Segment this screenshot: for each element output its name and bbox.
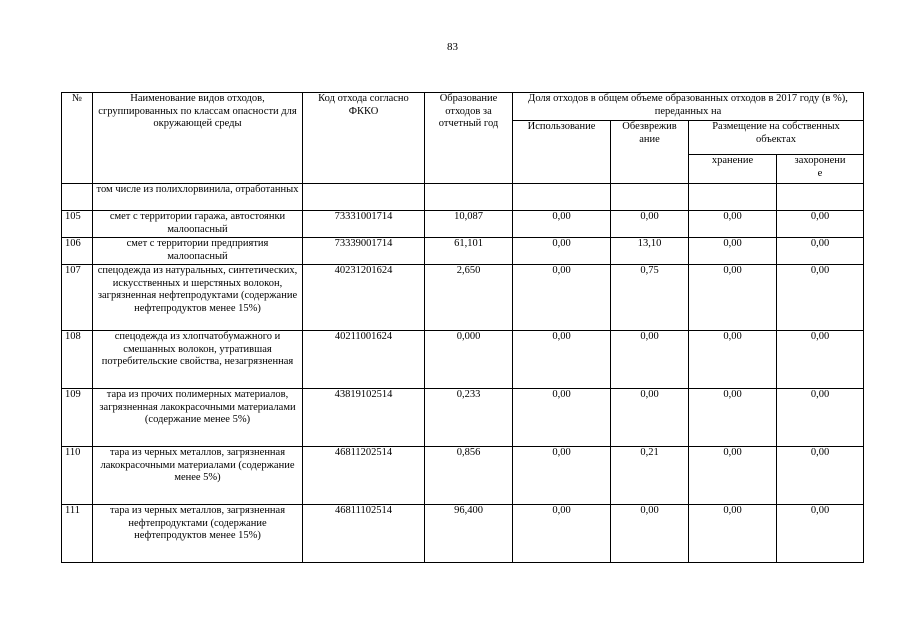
header-placement: Размещение на собственных объектах (689, 121, 864, 155)
generated-amount: 61,101 (425, 238, 513, 265)
burial-share: 0,00 (777, 447, 864, 505)
fkko-code: 43819102514 (303, 389, 425, 447)
waste-name: тара из черных металлов, загрязненная лакокрасочными материалами (содержание менее 5%) (93, 447, 303, 505)
header-burial: захоронени е (777, 155, 864, 184)
neutralization-share: 0,00 (611, 505, 689, 563)
burial-share (777, 184, 864, 211)
generated-amount: 10,087 (425, 211, 513, 238)
row-number: 106 (62, 238, 93, 265)
usage-share (513, 184, 611, 211)
neutralization-share (611, 184, 689, 211)
table-row (62, 331, 864, 389)
burial-share: 0,00 (777, 505, 864, 563)
waste-name: смет с территории предприятия малоопасный (93, 238, 303, 265)
usage-share: 0,00 (513, 238, 611, 265)
waste-name: смет с территории гаража, автостоянки малоопасный (93, 211, 303, 238)
header-name: Наименование видов отходов, сгруппированных по классам опасности для окружающей среды (93, 93, 303, 184)
generated-amount: 0,000 (425, 331, 513, 389)
burial-share: 0,00 (777, 211, 864, 238)
generated-amount: 96,400 (425, 505, 513, 563)
table-row (62, 389, 864, 447)
waste-name: спецодежда из хлопчатобумажного и смешанных волокон, утратившая потребительские свойства, незагрязненная (93, 331, 303, 389)
generated-amount: 0,233 (425, 389, 513, 447)
waste-name: тара из прочих полимерных материалов, загрязненная лакокрасочными материалами (содержание менее 5%) (93, 389, 303, 447)
header-no: № (62, 93, 93, 184)
header-share: Доля отходов в общем объеме образованных отходов в 2017 году (в %), переданных на (513, 93, 864, 121)
burial-share: 0,00 (777, 238, 864, 265)
fkko-code: 46811202514 (303, 447, 425, 505)
table-row (62, 505, 864, 563)
row-number: 109 (62, 389, 93, 447)
neutralization-share: 0,21 (611, 447, 689, 505)
page-number: 83 (447, 41, 458, 53)
neutralization-share: 0,00 (611, 211, 689, 238)
storage-share (689, 184, 777, 211)
usage-share: 0,00 (513, 331, 611, 389)
storage-share: 0,00 (689, 331, 777, 389)
row-number: 110 (62, 447, 93, 505)
table-row (62, 184, 864, 211)
table-row (62, 211, 864, 238)
fkko-code: 40211001624 (303, 331, 425, 389)
fkko-code: 73331001714 (303, 211, 425, 238)
neutralization-share: 0,00 (611, 331, 689, 389)
storage-share: 0,00 (689, 265, 777, 331)
header-generated: Образование отходов за отчетный год (425, 93, 513, 184)
header-usage: Использование (513, 121, 611, 184)
header-code: Код отхода согласно ФККО (303, 93, 425, 184)
waste-table (61, 92, 864, 563)
burial-share: 0,00 (777, 331, 864, 389)
neutralization-share: 0,75 (611, 265, 689, 331)
storage-share: 0,00 (689, 238, 777, 265)
burial-share: 0,00 (777, 265, 864, 331)
storage-share: 0,00 (689, 389, 777, 447)
table-row (62, 238, 864, 265)
generated-amount (425, 184, 513, 211)
table-row (62, 265, 864, 331)
row-number: 105 (62, 211, 93, 238)
storage-share: 0,00 (689, 505, 777, 563)
waste-name: спецодежда из натуральных, синтетических, искусственных и шерстяных волокон, загрязненная нефтепродуктами (содержание нефтепродуктов менее 15%) (93, 265, 303, 331)
row-number (62, 184, 93, 211)
storage-share: 0,00 (689, 447, 777, 505)
header-neutralization: Обезврежив ание (611, 121, 689, 184)
usage-share: 0,00 (513, 505, 611, 563)
header-storage: хранение (689, 155, 777, 184)
row-number: 107 (62, 265, 93, 331)
usage-share: 0,00 (513, 211, 611, 238)
fkko-code: 46811102514 (303, 505, 425, 563)
row-number: 111 (62, 505, 93, 563)
usage-share: 0,00 (513, 389, 611, 447)
usage-share: 0,00 (513, 447, 611, 505)
waste-name: том числе из полихлорвинила, отработанных (93, 184, 303, 211)
fkko-code: 40231201624 (303, 265, 425, 331)
table-body (62, 184, 864, 563)
table-row (62, 447, 864, 505)
row-number: 108 (62, 331, 93, 389)
fkko-code: 73339001714 (303, 238, 425, 265)
generated-amount: 2,650 (425, 265, 513, 331)
fkko-code (303, 184, 425, 211)
generated-amount: 0,856 (425, 447, 513, 505)
storage-share: 0,00 (689, 211, 777, 238)
burial-share: 0,00 (777, 389, 864, 447)
neutralization-share: 13,10 (611, 238, 689, 265)
neutralization-share: 0,00 (611, 389, 689, 447)
waste-name: тара из черных металлов, загрязненная нефтепродуктами (содержание нефтепродуктов менее 15%) (93, 505, 303, 563)
usage-share: 0,00 (513, 265, 611, 331)
